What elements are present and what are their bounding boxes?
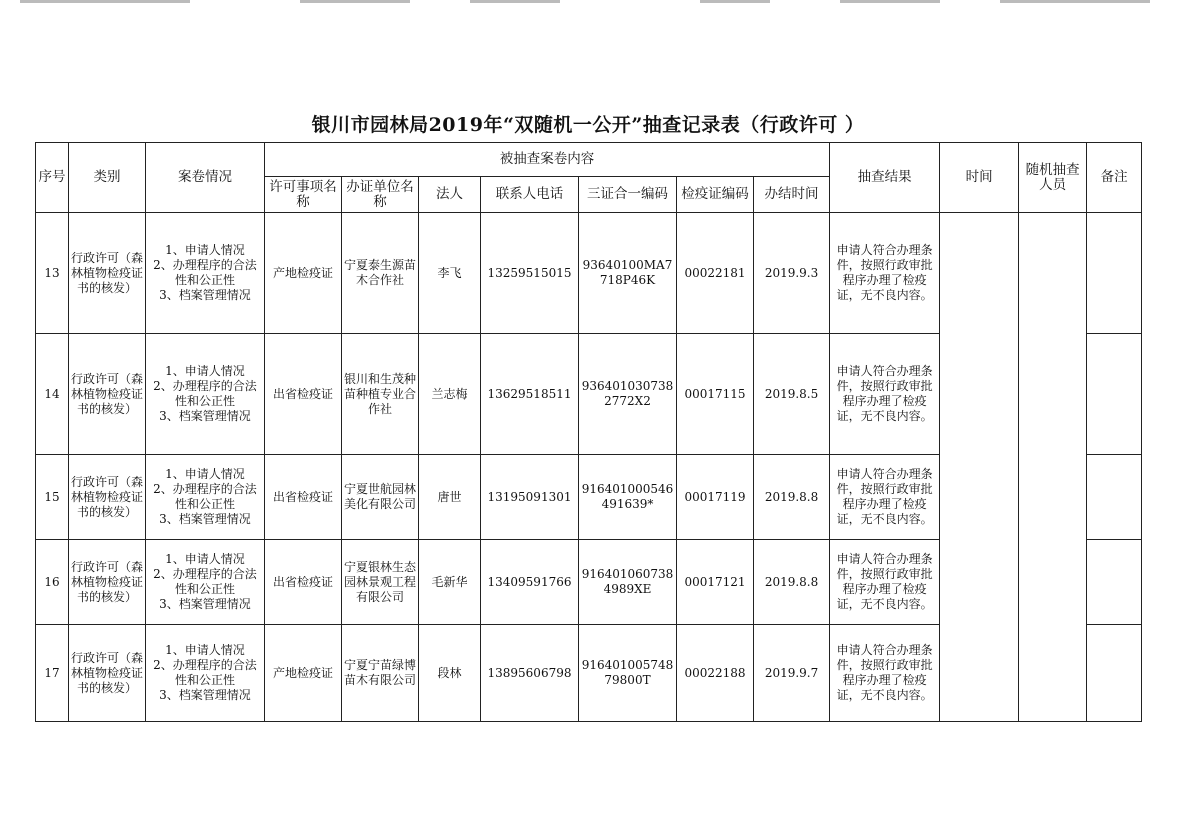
header-completion-time: 办结时间 <box>754 177 830 213</box>
case-status-line: 1、申请人情况 <box>165 552 245 566</box>
cell-issuing-unit: 宁夏世航园林美化有限公司 <box>342 455 419 540</box>
cell-completion-time: 2019.8.8 <box>754 540 830 625</box>
case-status-line: 2、办理程序的合法 <box>153 567 257 581</box>
cell-case-status <box>146 625 265 722</box>
table-row <box>36 213 1142 334</box>
cell-category: 行政许可（森林植物检疫证书的核发） <box>69 625 146 722</box>
cell-cert-no: 00017115 <box>677 334 754 455</box>
cell-credit-code: 93640100MA7718P46K <box>579 213 677 334</box>
cell-permit-item: 出省检疫证 <box>265 540 342 625</box>
cell-legal-person: 唐世 <box>419 455 481 540</box>
cell-permit-item: 产地检疫证 <box>265 625 342 722</box>
header-issuing-unit: 办证单位名称 <box>342 177 419 213</box>
header-permit-item: 许可事项名称 <box>265 177 342 213</box>
cell-time <box>940 213 1019 722</box>
cell-inspector <box>1019 213 1087 722</box>
case-status-line: 1、申请人情况 <box>165 243 245 257</box>
case-status-line: 3、档案管理情况 <box>159 288 251 302</box>
cell-cert-no: 00017121 <box>677 540 754 625</box>
scan-edge-marks <box>0 0 1180 6</box>
cell-case-status <box>146 540 265 625</box>
cell-credit-code: 91640100574879800T <box>579 625 677 722</box>
cell-cert-no: 00022181 <box>677 213 754 334</box>
cell-credit-code: 9364010307382772X2 <box>579 334 677 455</box>
header-credit-code: 三证合一编码 <box>579 177 677 213</box>
cell-completion-time: 2019.9.7 <box>754 625 830 722</box>
cell-remarks <box>1087 540 1142 625</box>
case-status-line: 性和公正性 <box>174 582 235 596</box>
document-title: 银川市园林局2019年“双随机一公开”抽查记录表（行政许可 ） <box>311 114 865 136</box>
cell-seq: 13 <box>36 213 69 334</box>
cell-case-status <box>146 213 265 334</box>
cell-issuing-unit: 宁夏宁苗绿博苗木有限公司 <box>342 625 419 722</box>
cell-result: 申请人符合办理条件，按照行政审批程序办理了检疫证，无不良内容。 <box>830 540 940 625</box>
cell-remarks <box>1087 455 1142 540</box>
cell-issuing-unit: 宁夏泰生源苗木合作社 <box>342 213 419 334</box>
case-status-line: 3、档案管理情况 <box>159 688 251 702</box>
case-status-line: 1、申请人情况 <box>165 467 245 481</box>
cell-category: 行政许可（森林植物检疫证书的核发） <box>69 334 146 455</box>
cell-phone: 13409591766 <box>481 540 579 625</box>
header-result: 抽查结果 <box>830 143 940 213</box>
cell-permit-item: 产地检疫证 <box>265 213 342 334</box>
inspection-record-table <box>35 142 1142 722</box>
cell-credit-code: 9164010607384989XE <box>579 540 677 625</box>
cell-seq: 16 <box>36 540 69 625</box>
cell-seq: 14 <box>36 334 69 455</box>
header-legal-person: 法人 <box>419 177 481 213</box>
case-status-line: 1、申请人情况 <box>165 643 245 657</box>
cell-phone: 13895606798 <box>481 625 579 722</box>
cell-issuing-unit: 宁夏银林生态园林景观工程有限公司 <box>342 540 419 625</box>
cell-category: 行政许可（森林植物检疫证书的核发） <box>69 213 146 334</box>
header-cert-no: 检疫证编码 <box>677 177 754 213</box>
cell-remarks <box>1087 334 1142 455</box>
header-inspector: 随机抽查人员 <box>1019 143 1087 213</box>
header-phone: 联系人电话 <box>481 177 579 213</box>
header-row-group <box>36 143 1142 177</box>
header-seq: 序号 <box>36 143 69 213</box>
cell-category: 行政许可（森林植物检疫证书的核发） <box>69 540 146 625</box>
cell-remarks <box>1087 625 1142 722</box>
cell-legal-person: 李飞 <box>419 213 481 334</box>
cell-completion-time: 2019.8.5 <box>754 334 830 455</box>
case-status-line: 3、档案管理情况 <box>159 409 251 423</box>
cell-seq: 17 <box>36 625 69 722</box>
cell-completion-time: 2019.8.8 <box>754 455 830 540</box>
cell-result: 申请人符合办理条件，按照行政审批程序办理了检疫证，无不良内容。 <box>830 455 940 540</box>
cell-result: 申请人符合办理条件，按照行政审批程序办理了检疫证，无不良内容。 <box>830 213 940 334</box>
case-status-line: 3、档案管理情况 <box>159 597 251 611</box>
cell-remarks <box>1087 213 1142 334</box>
cell-result: 申请人符合办理条件，按照行政审批程序办理了检疫证，无不良内容。 <box>830 334 940 455</box>
header-group-case-content: 被抽查案卷内容 <box>265 143 830 177</box>
case-status-line: 性和公正性 <box>174 497 235 511</box>
cell-cert-no: 00022188 <box>677 625 754 722</box>
case-status-line: 性和公正性 <box>174 273 235 287</box>
cell-cert-no: 00017119 <box>677 455 754 540</box>
cell-legal-person: 毛新华 <box>419 540 481 625</box>
cell-case-status <box>146 455 265 540</box>
cell-legal-person: 兰志梅 <box>419 334 481 455</box>
cell-seq: 15 <box>36 455 69 540</box>
header-time: 时间 <box>940 143 1019 213</box>
cell-phone: 13629518511 <box>481 334 579 455</box>
case-status-line: 性和公正性 <box>174 673 235 687</box>
case-status-line: 2、办理程序的合法 <box>153 482 257 496</box>
cell-completion-time: 2019.9.3 <box>754 213 830 334</box>
cell-permit-item: 出省检疫证 <box>265 455 342 540</box>
cell-result: 申请人符合办理条件，按照行政审批程序办理了检疫证，无不良内容。 <box>830 625 940 722</box>
cell-phone: 13195091301 <box>481 455 579 540</box>
case-status-line: 2、办理程序的合法 <box>153 658 257 672</box>
case-status-line: 1、申请人情况 <box>165 364 245 378</box>
case-status-line: 3、档案管理情况 <box>159 512 251 526</box>
case-status-line: 2、办理程序的合法 <box>153 258 257 272</box>
cell-credit-code: 916401000546491639* <box>579 455 677 540</box>
cell-permit-item: 出省检疫证 <box>265 334 342 455</box>
case-status-line: 2、办理程序的合法 <box>153 379 257 393</box>
cell-issuing-unit: 银川和生茂种苗种植专业合作社 <box>342 334 419 455</box>
header-category: 类别 <box>69 143 146 213</box>
header-case-status: 案卷情况 <box>146 143 265 213</box>
cell-case-status <box>146 334 265 455</box>
cell-legal-person: 段林 <box>419 625 481 722</box>
cell-category: 行政许可（森林植物检疫证书的核发） <box>69 455 146 540</box>
case-status-line: 性和公正性 <box>174 394 235 408</box>
header-remarks: 备注 <box>1087 143 1142 213</box>
cell-phone: 13259515015 <box>481 213 579 334</box>
